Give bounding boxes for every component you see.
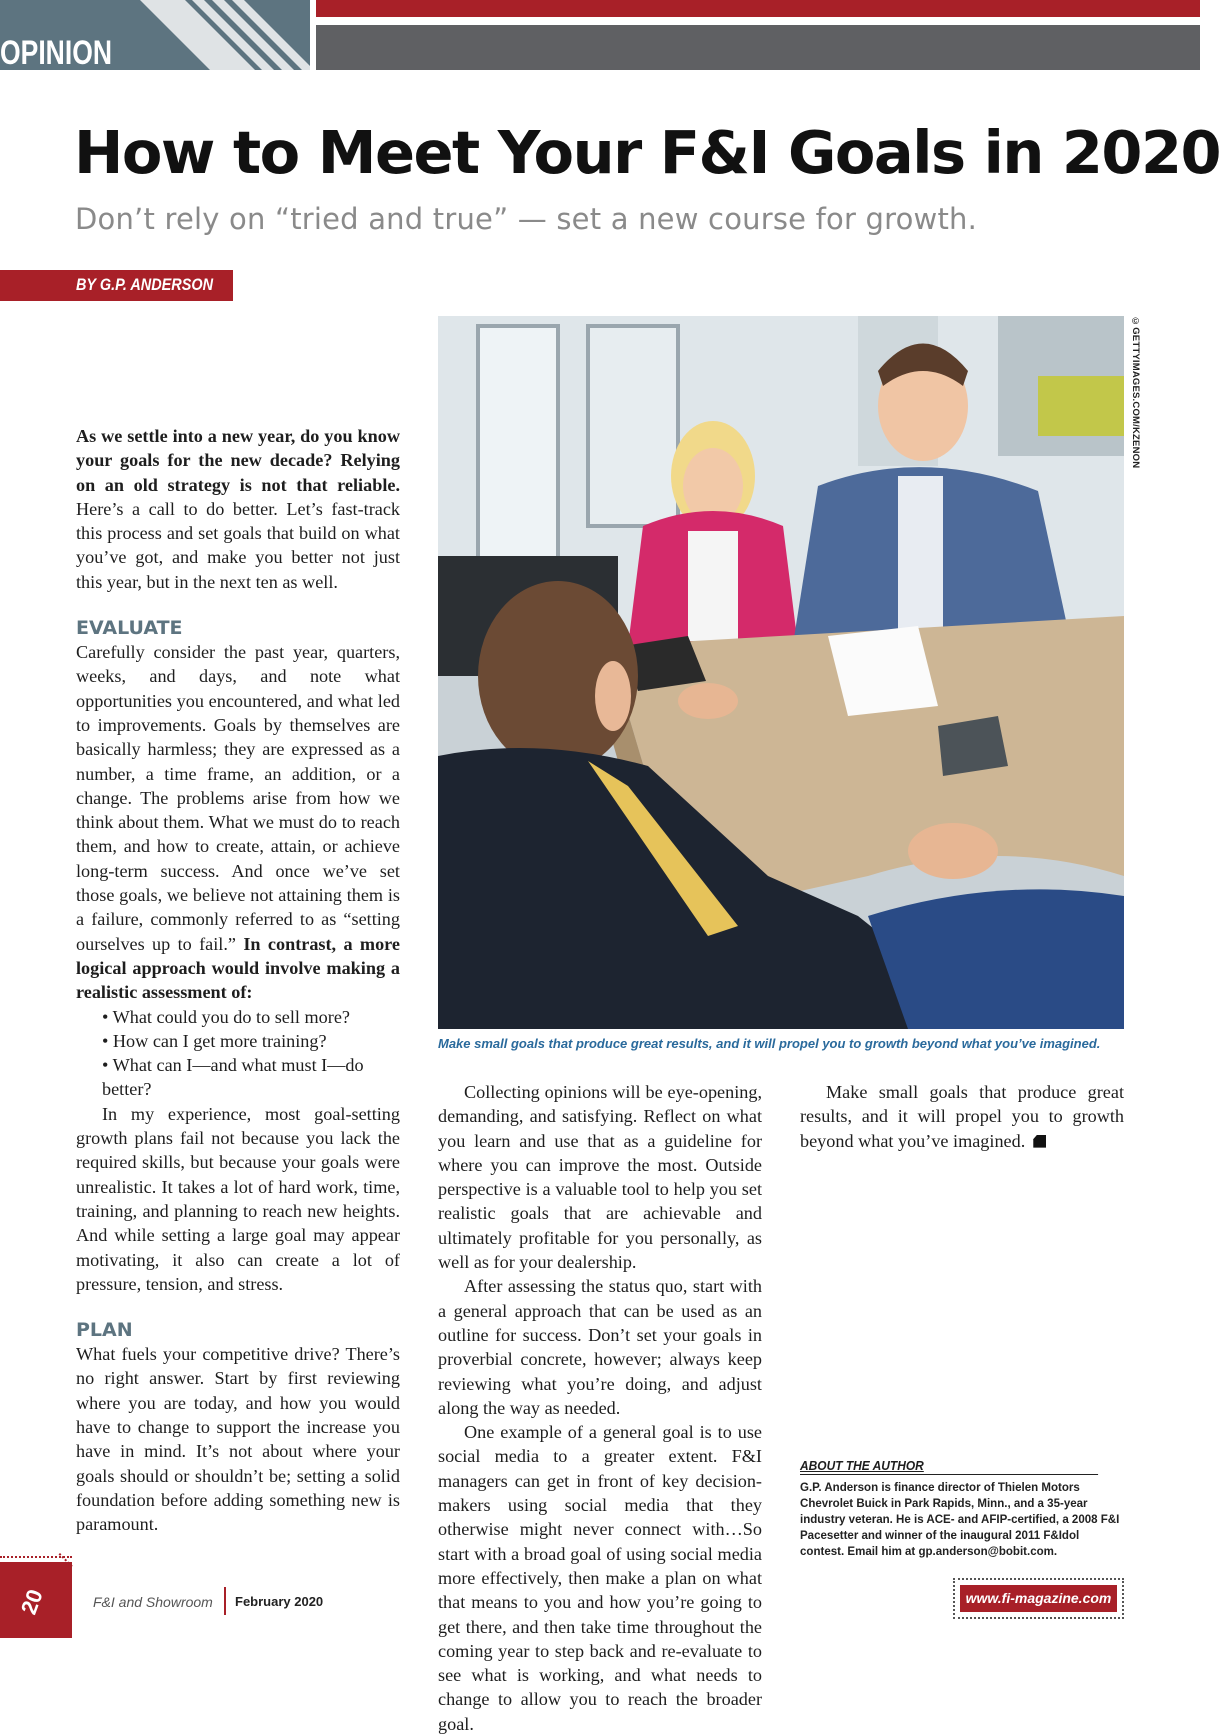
article-column-3 <box>800 1080 1124 1153</box>
subhead-evaluate: EVALUATE <box>76 617 183 640</box>
office-meeting-illustration <box>438 316 1124 1029</box>
byline-bar <box>0 270 233 301</box>
section-label: OPINION <box>0 34 112 72</box>
lead-paragraph <box>76 424 400 594</box>
evaluate-paragraph-2: In my experience, most goal-setting growth plans fail not because you lack the required skills, but because your goals were unrealistic. It takes a lot of hard work, time, training, and planning to reach new heights. And while setting a large goal may appear motivating, it also can create a lot of pressure, tension, and stress. <box>76 1103 400 1294</box>
photo-credit: ©GETTYIMAGES.COM/KZENON <box>1130 316 1141 469</box>
banner-red-bar <box>316 0 1200 17</box>
about-the-author <box>800 1458 1124 1559</box>
byline: BY G.P. ANDERSON <box>76 275 214 294</box>
about-text: G.P. Anderson is finance director of Thielen Motors Chevrolet Buick in Park Rapids, Minn., and a 35-year industry veteran. He is ACE- and AFIP-certified, a 2008 F&I Pacesetter and winner of the inaugural 2011 F&Idol contest. Email him at gp.anderson@bobit.com. <box>800 1480 1120 1558</box>
evaluate-text: Carefully consider the past year, quarters, weeks, and days, and note what opportunities you encountered, and what led to improvements. Goals by themselves are basically harmless; they are expressed as a number, a time frame, an addition, or a change. The problems arise from how we think about them. What we must do to reach them, and how to create, attain, or achieve long-term success. And once we’ve set those goals, we believe not attaining them is a failure, commonly referred to as “setting ourselves up to fail.” <box>76 642 400 954</box>
plan-paragraph-2: Collecting opinions will be eye-opening, demanding, and satisfying. Reflect on what you learn and use that as a guideline for where you can improve the most. Outside perspective is a valuable tool to help you set realistic goals that are achievable and ultimately profitable for you personally, as well as for your dealership. <box>438 1082 762 1273</box>
diagonal-stripes-graphic <box>140 0 310 70</box>
lead-bold-text: As we settle into a new year, do you know your goals for the new decade? Relying on an old strategy is not that reliable. <box>76 426 400 495</box>
article-column-2 <box>438 1080 762 1734</box>
website-badge[interactable] <box>953 1578 1124 1619</box>
list-item: • How can I get more training? <box>102 1030 327 1051</box>
about-heading: ABOUT THE AUTHOR <box>800 1458 1098 1475</box>
list-item: • What can I—and what must I—do better? <box>102 1055 364 1100</box>
plan-paragraph-1: What fuels your competitive drive? There’s no right answer. Start by first reviewing where you are today, and how you would have to change to support the increase you have in mind. It’s not about where your goals should or shouldn’t be; setting a solid foundation before adding something new is paramount. <box>76 1344 400 1535</box>
footer-divider <box>224 1587 226 1615</box>
closing-paragraph <box>800 1080 1124 1153</box>
website-link[interactable]: www.fi-magazine.com <box>960 1585 1117 1612</box>
article-deck: Don’t rely on “tried and true” — set a new course for growth. <box>75 202 978 236</box>
end-mark-icon <box>1033 1135 1046 1148</box>
plan-paragraph-3: After assessing the status quo, start with a general approach that can be used as an outline for success. Don’t set your goals in proverbial concrete, however; always keep reviewing what you’re doing, and adjust along the way as needed. <box>438 1276 762 1418</box>
evaluate-paragraph-1 <box>76 640 400 1004</box>
lead-text: Here’s a call to do better. Let’s fast-track this process and set goals that build on what you’ve got, and make you better not just this year, but in the next ten as well. <box>76 498 400 592</box>
list-item: • What could you do to sell more? <box>102 1006 350 1027</box>
page-number: 20 <box>15 1586 48 1618</box>
subhead-plan: PLAN <box>76 1319 133 1342</box>
article-title: How to Meet Your F&I Goals in 2020 <box>74 118 1220 187</box>
question-list <box>76 1005 400 1102</box>
issue-date: February 2020 <box>235 1594 324 1609</box>
photo-caption: Make small goals that produce great results, and it will propel you to growth beyond what you’ve imagined. <box>438 1036 1101 1051</box>
article-column-1 <box>76 424 400 1535</box>
banner-gray-bar <box>316 25 1200 70</box>
section-banner <box>0 0 310 70</box>
evaluate-bold-text: In contrast, a more logical approach would involve making a realistic assessment of: <box>76 933 400 1003</box>
closing-text: Make small goals that produce great results, and it will propel you to growth beyond what you’ve imagined. <box>800 1082 1124 1151</box>
plan-paragraph-4: One example of a general goal is to use social media to a greater extent. F&I managers can get in front of key decision-makers using social media that they otherwise might never connect with…So start with a broad goal of using social media more effectively, then make a plan on what that means to you and how you’re going to get there, and then take time throughout the coming year to step back and re-evaluate to see what is working, and what needs to change to allow you to reach the broader goal. <box>438 1422 762 1734</box>
magazine-name: F&I and Showroom <box>93 1594 213 1610</box>
article-photo <box>438 316 1124 1029</box>
